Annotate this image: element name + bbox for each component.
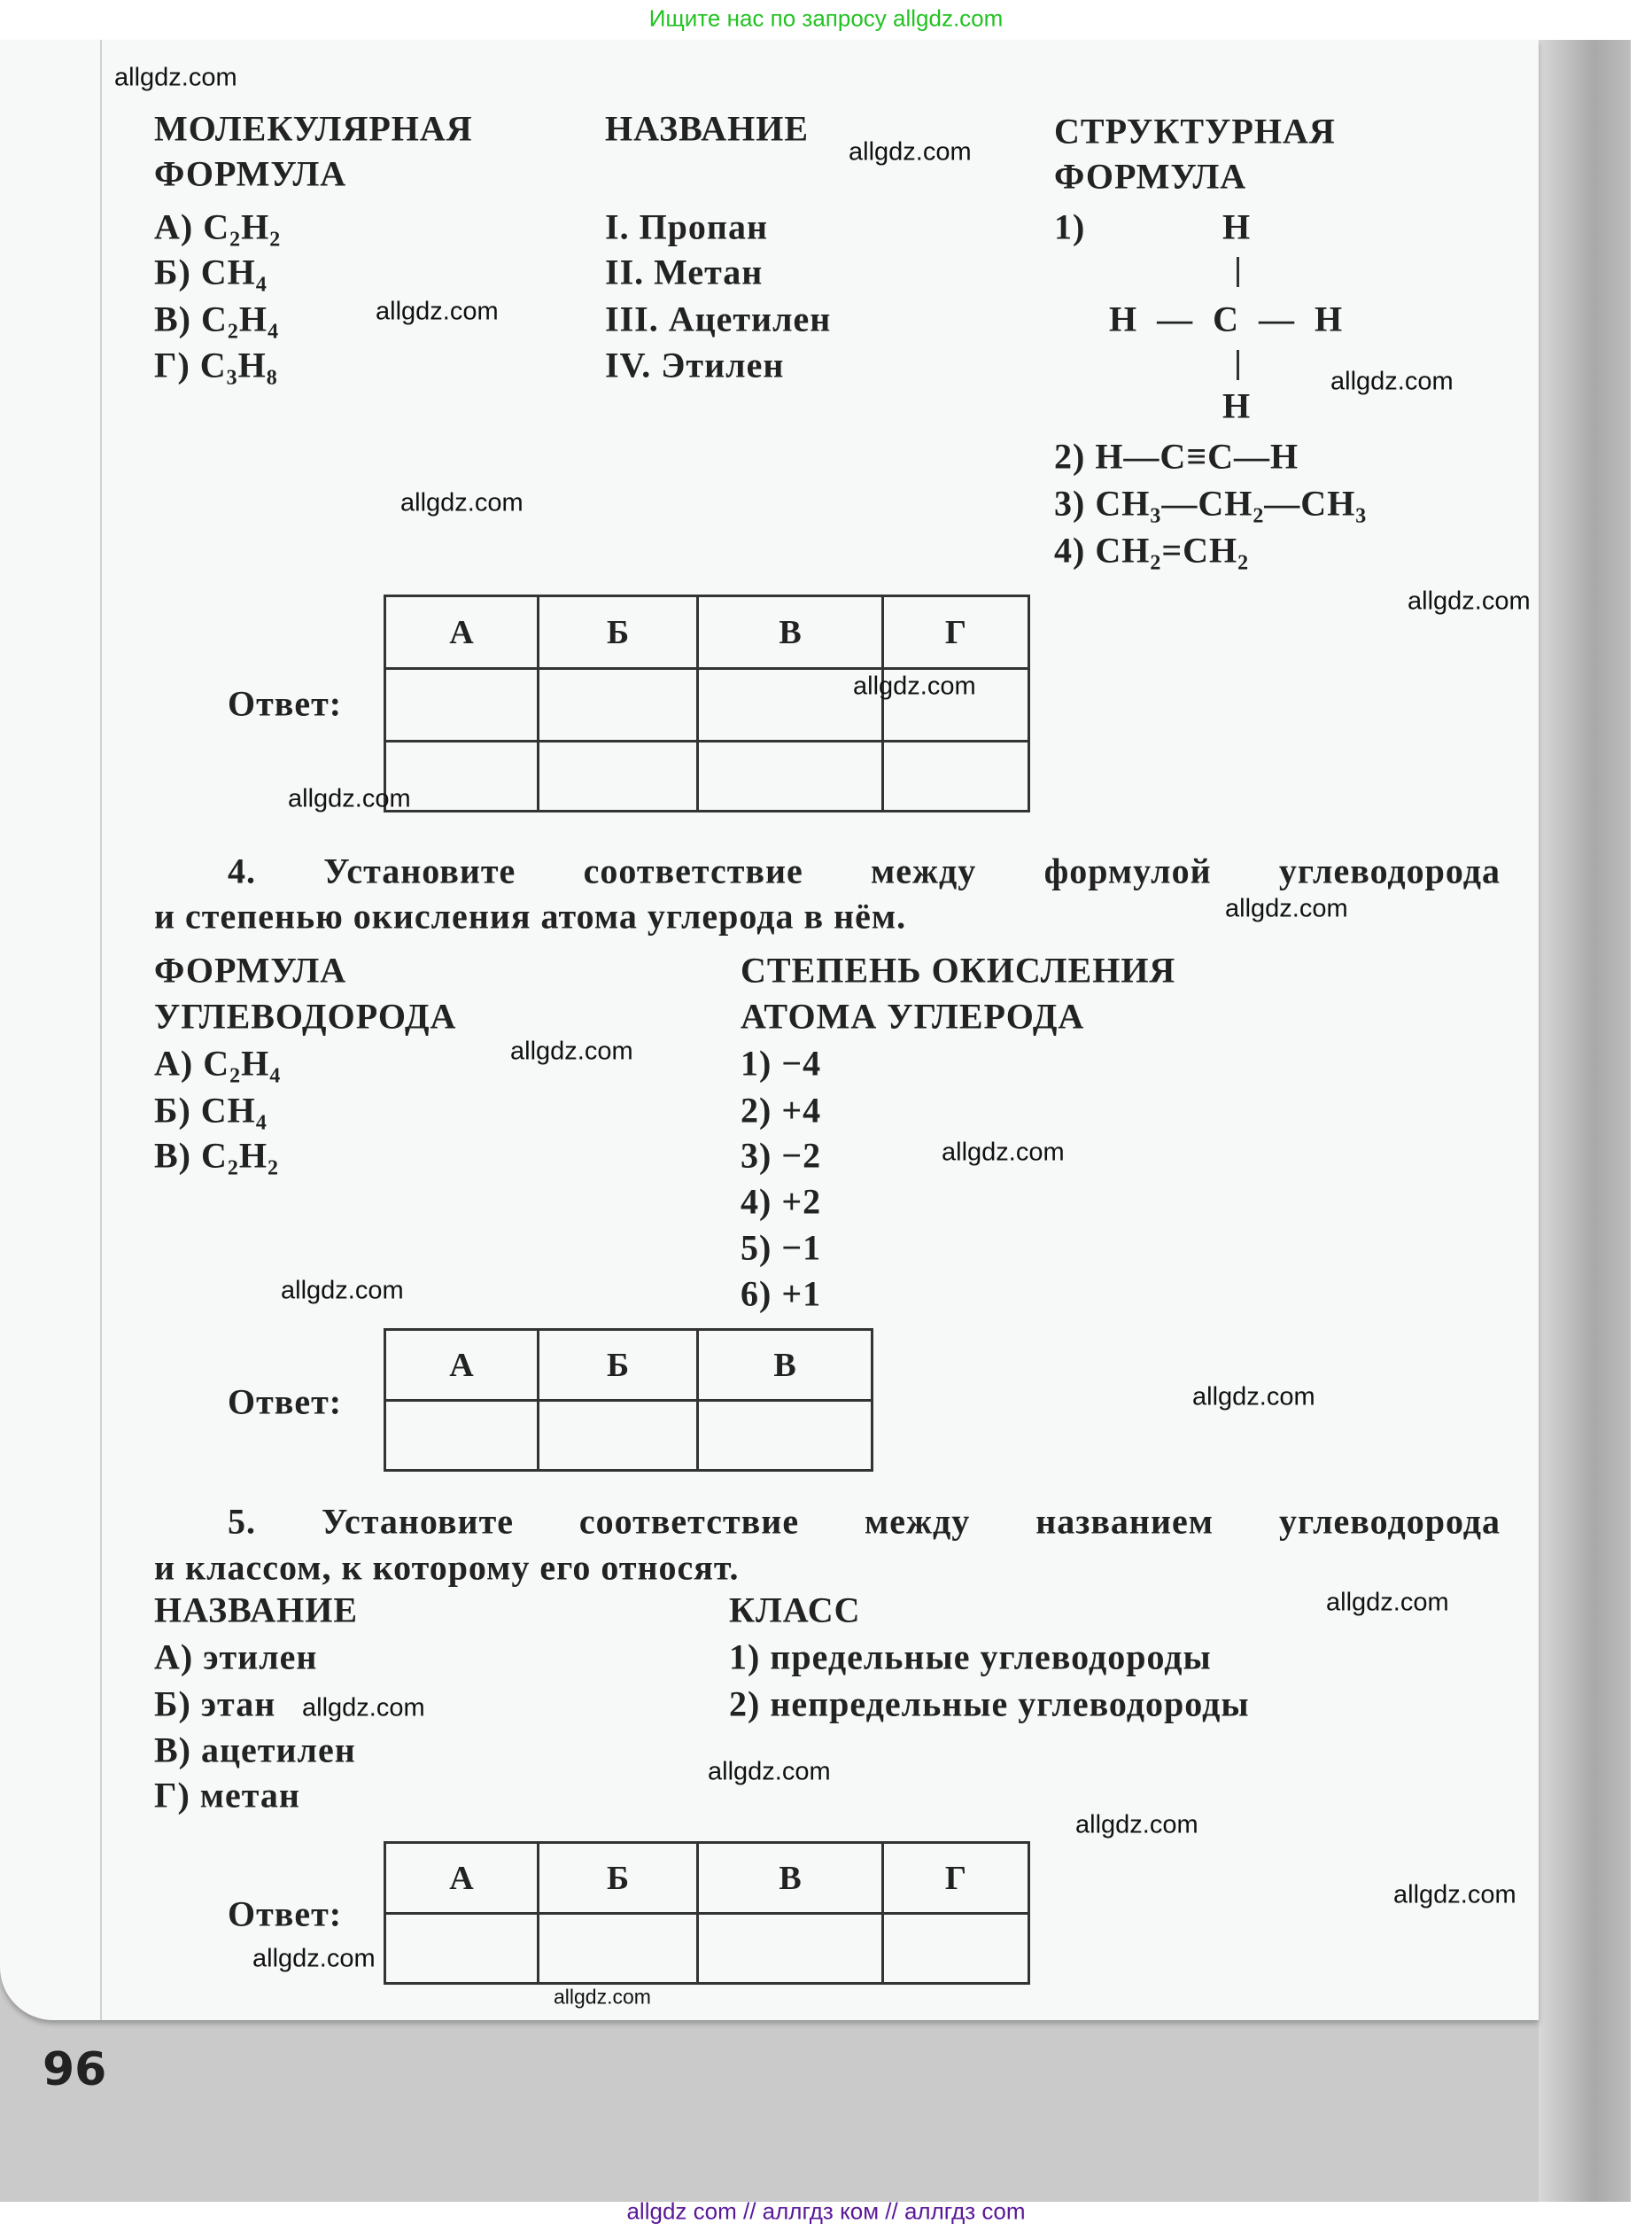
answer-cell[interactable]: [539, 669, 698, 742]
task4-col1-heading-1: ФОРМУЛА: [154, 950, 347, 991]
task3-formula: Б) CH₄: [154, 252, 268, 292]
task4-col2-heading-2: АТОМА УГЛЕРОДА: [741, 996, 1085, 1037]
task3-col1-heading-1: МОЛЕКУЛЯРНАЯ: [154, 108, 473, 149]
answer-header: Б: [539, 596, 698, 669]
answer-cell[interactable]: [883, 1914, 1029, 1984]
word: соответствие: [578, 1501, 800, 1542]
watermark: allgdz.com: [302, 1693, 425, 1722]
task3-col2-heading: НАЗВАНИЕ: [605, 108, 810, 149]
oxidation-state: 1) −4: [741, 1043, 822, 1084]
watermark: allgdz.com: [376, 297, 499, 326]
task3-formula: Г) C₃H₈: [154, 345, 278, 385]
footer-banner: allgdz com // аллгдз ком // аллгдз com: [626, 2197, 1026, 2225]
watermark: allgdz.com: [853, 672, 976, 701]
watermark: allgdz.com: [400, 488, 524, 517]
answer-cell[interactable]: [539, 1401, 698, 1471]
task5-prompt-line2: и классом, к которому его относят.: [154, 1547, 740, 1588]
task4-formula: Б) CH₄: [154, 1090, 268, 1131]
structural-3: 3) CH₃—CH₂—CH₃: [1054, 483, 1368, 524]
task5-class: 2) непредельные углеводороды: [729, 1683, 1250, 1724]
answer-cell[interactable]: [385, 669, 539, 742]
word: между: [865, 1501, 971, 1542]
task4-formula: А) C₂H₄: [154, 1043, 282, 1084]
task5-name: Г) метан: [154, 1775, 300, 1815]
answer-cell[interactable]: [698, 1401, 873, 1471]
answer-header: В: [698, 1330, 873, 1401]
structural-2: 2) H—C≡C—H: [1054, 436, 1299, 477]
task5-answer-label: Ответ:: [228, 1893, 343, 1934]
task4-col1-heading-2: УГЛЕВОДОРОДА: [154, 996, 457, 1037]
watermark: allgdz.com: [1408, 587, 1531, 616]
answer-header: Б: [539, 1843, 698, 1914]
answer-cell[interactable]: [698, 742, 883, 812]
answer-cell[interactable]: [385, 1401, 539, 1471]
watermark: allgdz.com: [1326, 1588, 1449, 1617]
task5-name: В) ацетилен: [154, 1730, 356, 1770]
word: углеводорода: [1278, 851, 1501, 891]
task3-formula: А) C₂H₂: [154, 206, 282, 247]
watermark: allgdz.com: [1075, 1810, 1198, 1839]
bond-line: [1237, 350, 1239, 380]
task4-formula: В) C₂H₂: [154, 1135, 279, 1176]
watermark: allgdz.com: [1192, 1382, 1315, 1411]
word: углеводорода: [1278, 1501, 1501, 1542]
answer-cell[interactable]: [539, 742, 698, 812]
word: соответствие: [583, 851, 803, 891]
watermark: allgdz.com: [1393, 1880, 1516, 1909]
task5-name: А) этилен: [154, 1636, 318, 1677]
watermark: allgdz.com: [288, 784, 411, 813]
structural-1-top-h: H: [1222, 206, 1252, 247]
task4-prompt-line2: и степенью окисления атома углерода в нём.: [154, 896, 907, 937]
task5-answer-table: [384, 1841, 1030, 1985]
page-number: 96: [43, 2043, 107, 2096]
page-edge: [100, 40, 102, 2020]
task5-class: 1) предельные углеводороды: [729, 1636, 1212, 1677]
task3-name: I. Пропан: [605, 206, 769, 247]
word: формулой: [1043, 851, 1212, 891]
task3-answer-label: Ответ:: [228, 683, 343, 724]
task5-name: Б) этан: [154, 1683, 276, 1724]
oxidation-state: 5) −1: [741, 1227, 822, 1268]
answer-header: В: [698, 1843, 883, 1914]
task3-col1-heading-2: ФОРМУЛА: [154, 153, 347, 194]
task3-name: IV. Этилен: [605, 345, 785, 385]
structural-1-middle: H — C — H: [1109, 299, 1344, 339]
task3-col3-heading-1: СТРУКТУРНАЯ: [1054, 111, 1336, 152]
task4-col2-heading-1: СТЕПЕНЬ ОКИСЛЕНИЯ: [741, 950, 1176, 991]
answer-cell[interactable]: [883, 742, 1029, 812]
oxidation-state: 4) +2: [741, 1181, 822, 1222]
watermark: allgdz.com: [708, 1757, 831, 1786]
task5-prompt-line1: [154, 1501, 1501, 1543]
watermark: allgdz.com: [849, 137, 972, 167]
watermark: allgdz.com: [554, 1985, 651, 2009]
answer-header: Г: [883, 596, 1029, 669]
watermark: allgdz.com: [510, 1037, 633, 1066]
word: Установите: [321, 1501, 514, 1542]
answer-header: Г: [883, 1843, 1029, 1914]
book-spine-shadow: [1539, 40, 1631, 2202]
task-number: 5.: [228, 1501, 256, 1542]
task4-prompt-line1: [154, 851, 1501, 892]
watermark: allgdz.com: [942, 1138, 1065, 1167]
task3-formula: В) C₂H₄: [154, 299, 279, 339]
answer-header: В: [698, 596, 883, 669]
watermark: allgdz.com: [1225, 894, 1348, 923]
task5-col1-heading: НАЗВАНИЕ: [154, 1590, 359, 1630]
oxidation-state: 6) +1: [741, 1273, 822, 1314]
task4-answer-table: [384, 1328, 873, 1472]
task-number: 4.: [228, 851, 256, 891]
answer-header: Б: [539, 1330, 698, 1401]
task3-answer-table: [384, 595, 1030, 812]
watermark: allgdz.com: [281, 1276, 404, 1305]
task4-answer-label: Ответ:: [228, 1381, 343, 1422]
watermark: allgdz.com: [252, 1944, 376, 1973]
watermark: allgdz.com: [1330, 367, 1454, 396]
search-banner: Ищите нас по запросу allgdz.com: [648, 4, 1004, 32]
answer-cell[interactable]: [539, 1914, 698, 1984]
answer-header: А: [385, 1330, 539, 1401]
answer-cell[interactable]: [698, 1914, 883, 1984]
answer-header: А: [385, 596, 539, 669]
oxidation-state: 2) +4: [741, 1090, 822, 1131]
structural-1-bottom-h: H: [1222, 385, 1252, 426]
answer-header: А: [385, 1843, 539, 1914]
structural-4: 4) CH₂=CH₂: [1054, 530, 1250, 571]
task5-col2-heading: КЛАСС: [729, 1590, 861, 1630]
structural-1-label: 1): [1054, 206, 1086, 247]
task3-name: III. Ацетилен: [605, 299, 832, 339]
bond-line: [1237, 257, 1239, 287]
watermark: allgdz.com: [114, 63, 237, 92]
oxidation-state: 3) −2: [741, 1135, 822, 1176]
word: названием: [1035, 1501, 1214, 1542]
word: Установите: [323, 851, 516, 891]
word: между: [871, 851, 977, 891]
task3-col3-heading-2: ФОРМУЛА: [1054, 156, 1247, 197]
task3-name: II. Метан: [605, 252, 764, 292]
answer-cell[interactable]: [385, 1914, 539, 1984]
